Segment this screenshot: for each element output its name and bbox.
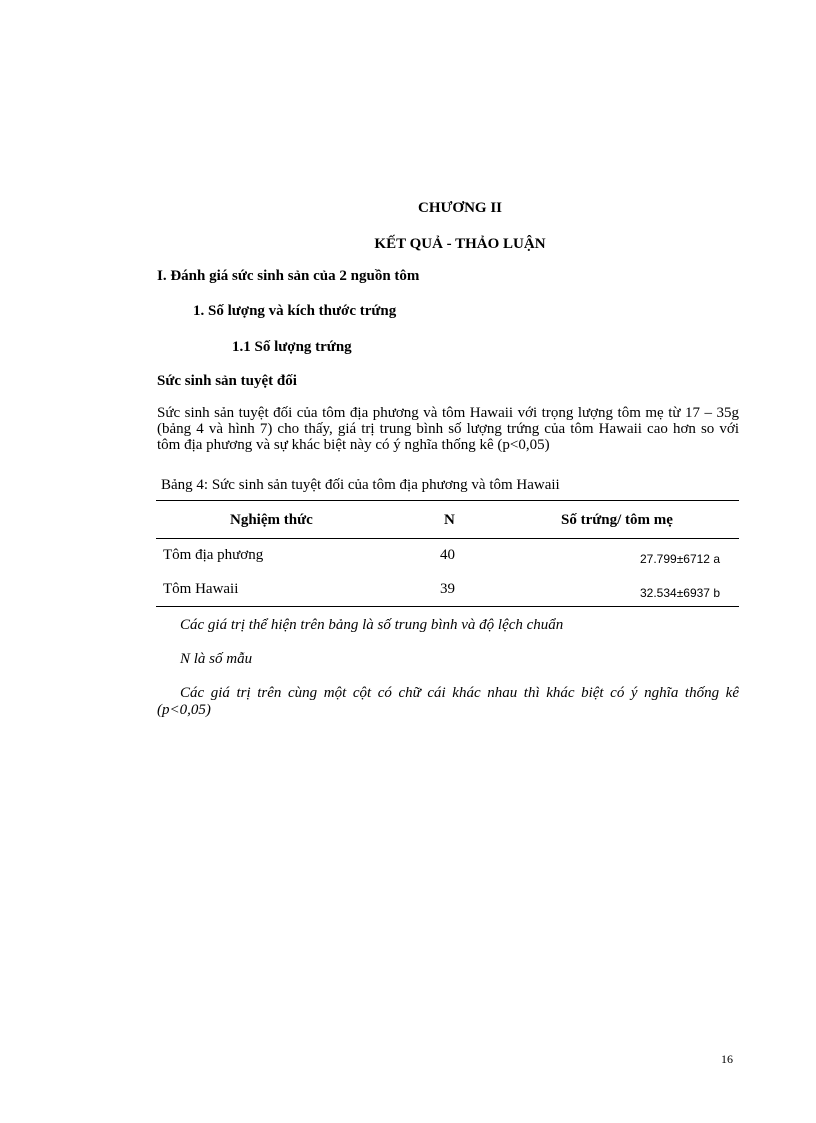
subsubsection-heading: 1.1 Số lượng trứng: [232, 339, 352, 355]
table-note-2: N là số mẫu: [180, 651, 253, 667]
table-header-rule: [156, 538, 739, 539]
table-caption: Bảng 4: Sức sinh sản tuyệt đối của tôm địa phương và tôm Hawaii: [161, 477, 560, 493]
page-number: 16: [721, 1052, 733, 1066]
table-header-treatment: Nghiệm thức: [230, 512, 313, 528]
table-bottom-rule: [156, 606, 739, 607]
section-heading: I. Đánh giá sức sinh sản của 2 nguồn tôm: [157, 268, 420, 284]
table-header-n: N: [444, 512, 455, 528]
table-top-rule: [156, 500, 739, 501]
table-header-eggs: Số trứng/ tôm mẹ: [561, 512, 673, 528]
table-note-3: Các giá trị trên cùng một cột có chữ cái khác nhau thì khác biệt có ý nghĩa thống kê (p<0,05): [157, 685, 739, 718]
table-row-2-eggs: 32.534±6937 b: [640, 586, 720, 600]
chapter-title: CHƯƠNG II: [417, 200, 503, 216]
topic-heading: Sức sinh sản tuyệt đối: [157, 373, 297, 389]
body-paragraph: Sức sinh sản tuyệt đối của tôm địa phương và tôm Hawaii với trọng lượng tôm mẹ từ 17 – 35g (bảng 4 và hình 7) cho thấy, giá trị trung bình số lượng trứng của tôm Hawaii cao hơn so với tôm địa phương và sự khác biệt này có ý nghĩa thống kê (p<0,05): [157, 405, 739, 453]
table-row-1-n: 40: [440, 547, 455, 563]
subsection-heading: 1. Số lượng và kích thước trứng: [193, 303, 397, 319]
table-row-2-n: 39: [440, 581, 455, 597]
table-row-2-treatment: Tôm Hawaii: [163, 581, 239, 597]
chapter-subtitle: KẾT QUẢ - THẢO LUẬN: [374, 236, 546, 252]
table-row-1-treatment: Tôm địa phương: [163, 547, 264, 563]
table-row-1-eggs: 27.799±6712 a: [640, 552, 720, 566]
table-note-1: Các giá trị thể hiện trên bảng là số trung bình và độ lệch chuẩn: [180, 617, 564, 633]
